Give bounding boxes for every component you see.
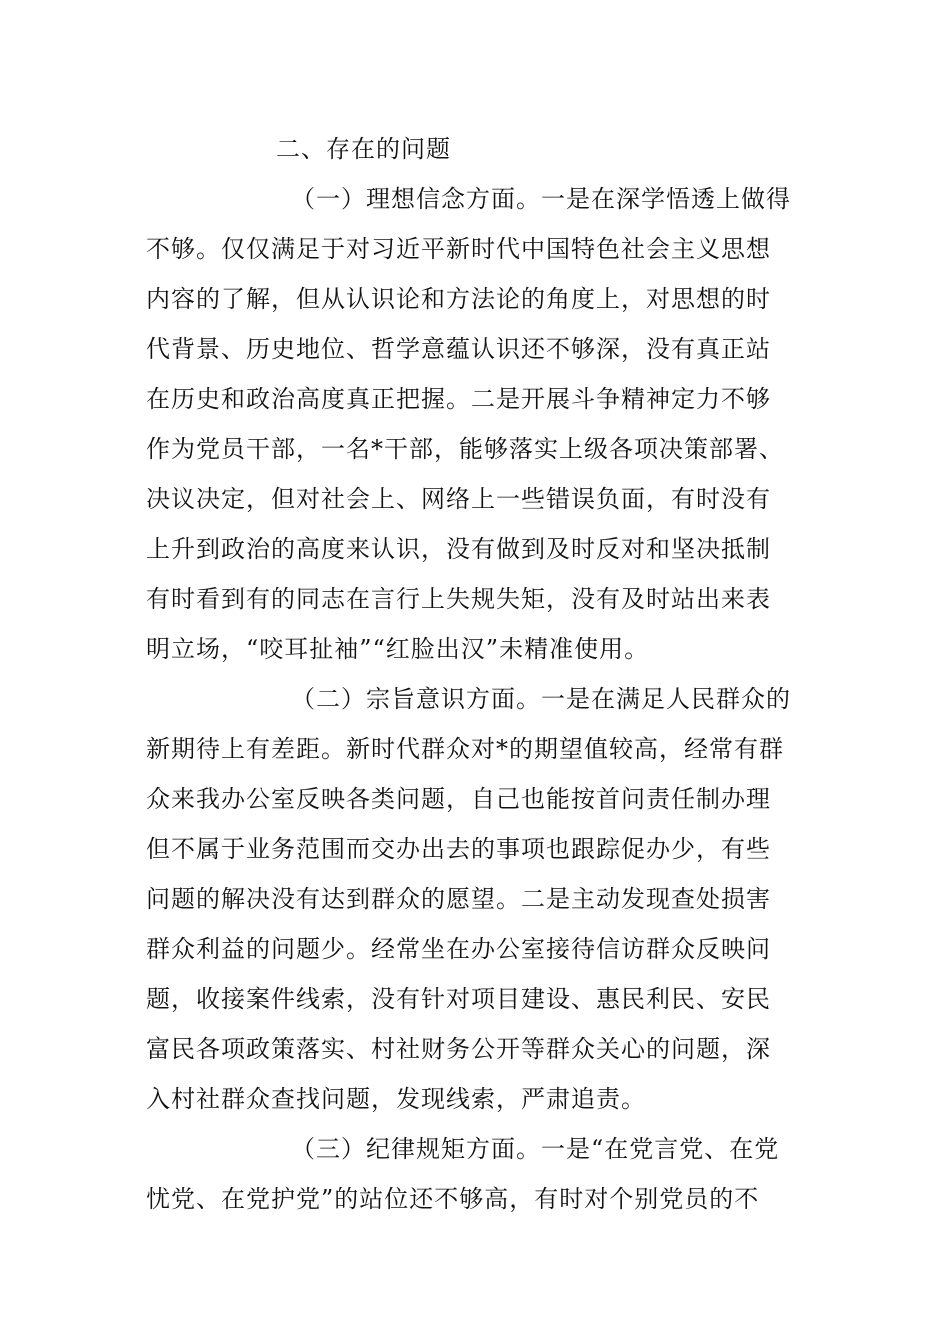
paragraph-purpose-awareness — [146, 674, 806, 1124]
paragraph-line: 内容的了解，但从认识论和方法论的角度上，对思想的时 — [146, 285, 771, 313]
paragraph-line: 忧党、在党护党”的站位还不够高，有时对个别党员的不 — [146, 1185, 760, 1213]
paragraph-line: 作为党员干部，一名*干部，能够落实上级各项决策部署、 — [146, 435, 784, 463]
paragraph-line: 不够。仅仅满足于对习近平新时代中国特色社会主义思想 — [146, 235, 771, 263]
document-body — [146, 124, 806, 1224]
paragraph-line: 题，收接案件线索，没有针对项目建设、惠民利民、安民 — [146, 985, 771, 1013]
paragraph-line: 明立场，“咬耳扯袖”“红脸出汉”未精准使用。 — [146, 635, 650, 663]
paragraph-line: 决议决定，但对社会上、网络上一些错误负面，有时没有 — [146, 485, 771, 513]
paragraph-line: 代背景、历史地位、哲学意蕴认识还不够深，没有真正站 — [146, 335, 771, 363]
paragraph-line: （一）理想信念方面。一是在深学悟透上做得 — [291, 185, 791, 213]
paragraph-line: 新期待上有差距。新时代群众对*的期望值较高，经常有群 — [146, 735, 784, 763]
paragraph-line: 有时看到有的同志在言行上失规失矩，没有及时站出来表 — [146, 585, 771, 613]
paragraph-line: 入村社群众查找问题，发现线索，严肃追责。 — [146, 1085, 646, 1113]
paragraph-line: 众来我办公室反映各类问题，自己也能按首问责任制办理 — [146, 785, 771, 813]
paragraph-ideals-beliefs — [146, 174, 806, 674]
paragraph-line: 问题的解决没有达到群众的愿望。二是主动发现查处损害 — [146, 885, 771, 913]
paragraph-line: 但不属于业务范围而交办出去的事项也跟踪促办少，有些 — [146, 835, 771, 863]
paragraph-line: 在历史和政治高度真正把握。二是开展斗争精神定力不够 — [146, 385, 771, 413]
paragraph-line: 群众利益的问题少。经常坐在办公室接待信访群众反映问 — [146, 935, 771, 963]
paragraph-discipline-rules — [146, 1124, 806, 1224]
paragraph-line: （三）纪律规矩方面。一是“在党言党、在党 — [291, 1135, 780, 1163]
section-heading: 二、存在的问题 — [276, 135, 451, 163]
paragraph-line: 上升到政治的高度来认识，没有做到及时反对和坚决抵制 — [146, 535, 771, 563]
paragraph-line: 富民各项政策落实、村社财务公开等群众关心的问题，深 — [146, 1035, 771, 1063]
paragraph-line: （二）宗旨意识方面。一是在满足人民群众的 — [291, 685, 791, 713]
